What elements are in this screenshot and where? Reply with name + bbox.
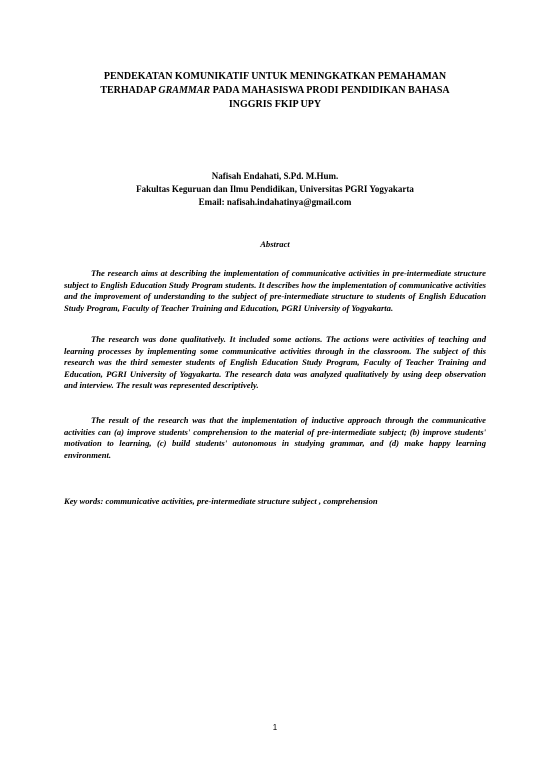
title-line-3: INGGRIS FKIP UPY [228, 99, 322, 110]
author-affiliation: Fakultas Keguruan dan Ilmu Pendidikan, Universitas PGRI Yogyakarta [136, 184, 414, 194]
abstract-paragraph-2: The research was done qualitatively. It included some actions. The actions were activities of teaching and learning processes by implementing some communicative activities through in the classroom. The subject of this research was the third semester students of English Education Study Program, Faculty of Teacher Training and Education, PGRI University of Yogyakarta. The research data was analyzed qualitatively by using deep observation and interview. The result was represented descriptively. [64, 334, 486, 390]
title-line-2-suffix: PADA MAHASISWA PRODI PENDIDIKAN BAHASA [210, 85, 450, 96]
abstract-heading: Abstract [260, 239, 290, 249]
keywords: Key words: communicative activities, pre-intermediate structure subject , comprehension [64, 496, 378, 506]
title-line-1: PENDEKATAN KOMUNIKATIF UNTUK MENINGKATKAN PEMAHAMAN [103, 71, 447, 82]
title-line-2-italic: GRAMMAR [158, 85, 211, 96]
title-line-2-prefix: TERHADAP [100, 85, 159, 96]
page-number: 1 [272, 723, 278, 732]
author-email: Email: nafisah.indahatinya@gmail.com [198, 197, 352, 207]
author-block [70, 170, 480, 209]
author-name: Nafisah Endahati, S.Pd. M.Hum. [211, 171, 339, 181]
abstract-paragraph-3: The result of the research was that the implementation of inductive approach through the communicative activities can (a) improve students' comprehension to the material of pre-intermediate subject; (b) improve students' motivation to learning, (c) build students' autonomous in studying grammar, and (d) make happy learning environment. [64, 415, 486, 460]
abstract-paragraph-1: The research aims at describing the implementation of communicative activities in pre-intermediate structure subject to English Education Study Program students. It describes how the implementation of communicative activities and the improvement of understanding to the subject of pre-intermediate structure to students of English Education Study Program, Faculty of Teacher Training and Education, PGRI University of Yogyakarta. [64, 268, 486, 313]
title-line-2 [70, 84, 480, 98]
paper-title [70, 70, 480, 112]
